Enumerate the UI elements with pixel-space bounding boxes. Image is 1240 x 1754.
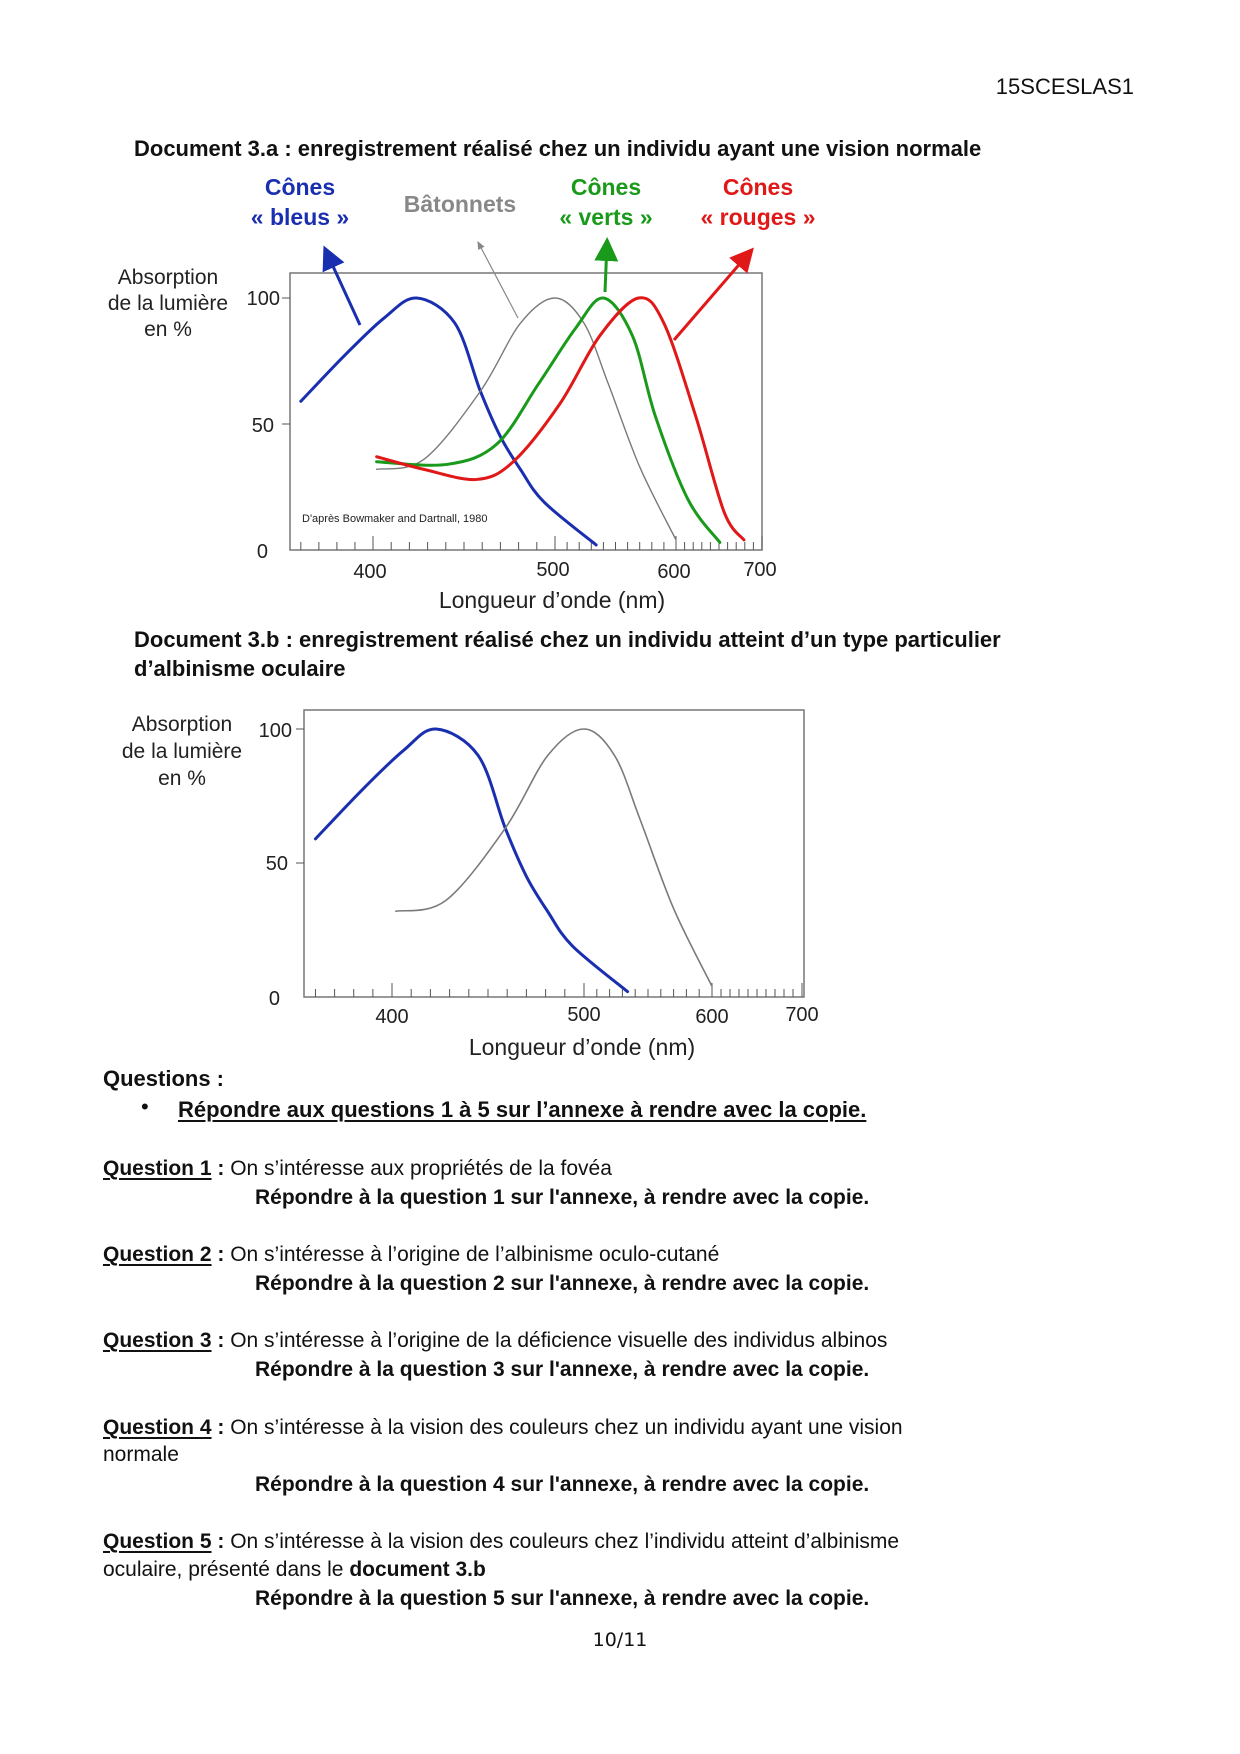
label-rods: Bâtonnets [403, 191, 517, 217]
question-text-continued: oculaire, présenté dans le [103, 1558, 350, 1581]
ytick-0: 0 [256, 541, 268, 563]
question-answer-note: Répondre à la question 1 sur l'annexe, à rendre avec la copie. [255, 1186, 870, 1209]
series-line-cônes-verts [377, 298, 720, 543]
series-line-cônes-bleus [301, 298, 596, 545]
document-code: 15SCESLAS1 [995, 74, 1134, 99]
xlabel: Longueur d’onde (nm) [468, 1034, 696, 1060]
label-blue-cones-1: Cônes [264, 174, 336, 200]
question-text-continued: normale [103, 1443, 179, 1466]
question-sep: : [211, 1416, 225, 1439]
xtick-400: 400 [353, 561, 387, 583]
label-green-cones-2: « verts » [559, 204, 653, 230]
ytick-100: 100 [246, 288, 280, 310]
xlabel: Longueur d’onde (nm) [438, 587, 666, 613]
arrow-green-cones [605, 243, 607, 292]
page-number: 10/11 [592, 1629, 648, 1651]
question-text: On s’intéresse à la vision des couleurs chez un individu ayant une vision [224, 1416, 903, 1439]
ylabel-line-3: en % [144, 318, 192, 341]
arrow-rods [478, 242, 518, 318]
question-answer-note: Répondre à la question 4 sur l'annexe, à rendre avec la copie. [255, 1473, 870, 1496]
xtick-400: 400 [375, 1006, 409, 1028]
arrow-blue-cones [326, 251, 360, 325]
xtick-500: 500 [567, 1004, 601, 1026]
question-text: On s’intéresse à l’origine de la déficience visuelle des individus albinos [224, 1329, 888, 1352]
question-sep: : [211, 1530, 225, 1553]
plot-frame [304, 710, 804, 997]
question-label: Question 3 [103, 1329, 212, 1352]
xtick-600: 600 [657, 561, 691, 583]
question-sep: : [211, 1243, 225, 1266]
question-label: Question 4 [103, 1416, 212, 1439]
source-credit: D'après Bowmaker and Dartnall, 1980 [302, 513, 488, 525]
question-answer-note: Répondre à la question 5 sur l'annexe, à rendre avec la copie. [255, 1587, 870, 1610]
question-sep: : [211, 1157, 225, 1180]
ylabel-line-2: de la lumière [121, 740, 243, 763]
question-text: On s’intéresse à la vision des couleurs chez l’individu atteint d’albinisme [224, 1530, 900, 1553]
xtick-500: 500 [536, 559, 570, 581]
series-line-cônes-bleus [315, 729, 627, 992]
questions-heading: Questions : [103, 1066, 225, 1091]
question-text: On s’intéresse aux propriétés de la fovéa [224, 1157, 612, 1180]
ylabel-line-3: en % [158, 767, 206, 790]
question-text: On s’intéresse à l’origine de l’albinisme oculo-cutané [224, 1243, 720, 1266]
series-line-bâtonnets [396, 729, 712, 986]
ytick-0: 0 [268, 988, 280, 1010]
label-red-cones-2: « rouges » [700, 204, 816, 230]
ylabel-line-1: Absorption [131, 713, 233, 736]
series-line-cônes-rouges [377, 298, 744, 540]
plot-frame [290, 273, 762, 550]
question-answer-note: Répondre à la question 2 sur l'annexe, à rendre avec la copie. [255, 1272, 870, 1295]
arrow-red-cones [674, 252, 750, 340]
doc-b-title-line-2: d’albinisme oculaire [134, 656, 346, 681]
xtick-700: 700 [785, 1004, 819, 1026]
series-line-bâtonnets [377, 298, 676, 540]
doc-a-title: Document 3.a : enregistrement réalisé chez un individu ayant une vision normale [134, 136, 982, 161]
question-label: Question 5 [103, 1530, 212, 1553]
ytick-50: 50 [265, 853, 288, 875]
question-label: Question 1 [103, 1157, 212, 1180]
ytick-100: 100 [258, 720, 292, 742]
label-red-cones-1: Cônes [722, 174, 794, 200]
question-sep: : [211, 1329, 225, 1352]
doc-b-title-line-1: Document 3.b : enregistrement réalisé chez un individu atteint d’un type particulier [134, 627, 1001, 652]
question-doc-ref: document 3.b [349, 1558, 486, 1581]
ylabel-line-2: de la lumière [107, 292, 229, 315]
ylabel-line-1: Absorption [117, 266, 219, 289]
questions-instruction: Répondre aux questions 1 à 5 sur l’annexe à rendre avec la copie. [178, 1097, 867, 1122]
ytick-50: 50 [251, 415, 274, 437]
bullet-icon: • [141, 1094, 149, 1119]
question-answer-note: Répondre à la question 3 sur l'annexe, à rendre avec la copie. [255, 1358, 870, 1381]
xtick-700: 700 [743, 559, 777, 581]
label-blue-cones-2: « bleus » [250, 204, 350, 230]
xtick-600: 600 [695, 1006, 729, 1028]
question-label: Question 2 [103, 1243, 212, 1266]
label-green-cones-1: Cônes [570, 174, 642, 200]
